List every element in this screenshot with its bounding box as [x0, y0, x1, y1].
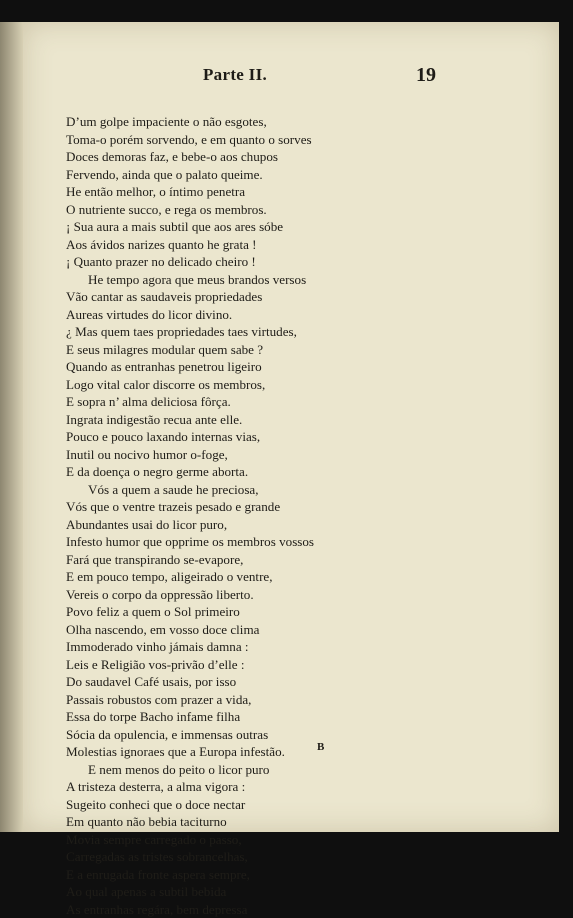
verse-line: He tempo agora que meus brandos versos	[66, 271, 366, 289]
verse-line: Sugeito conheci que o doce nectar	[66, 796, 366, 814]
verse-line: Immoderado vinho jámais damna :	[66, 638, 366, 656]
verse-line: Molestias ignoraes que a Europa infestão.	[66, 743, 366, 761]
verse-line: Vão cantar as saudaveis propriedades	[66, 288, 366, 306]
verse-line: As entranhas regára, bem depressa	[66, 901, 366, 918]
verse-line: Doces demoras faz, e bebe-o aos chupos	[66, 148, 366, 166]
verse-line: ¡ Sua aura a mais subtil que aos ares sóbe	[66, 218, 366, 236]
poem-text	[66, 113, 366, 918]
verse-line: Quando as entranhas penetrou ligeiro	[66, 358, 366, 376]
verse-line: ¡ Quanto prazer no delicado cheiro !	[66, 253, 366, 271]
verse-line: Povo feliz a quem o Sol primeiro	[66, 603, 366, 621]
verse-line: E em pouco tempo, aligeirado o ventre,	[66, 568, 366, 586]
running-title: Parte II.	[203, 65, 267, 85]
verse-line: Do saudavel Café usais, por isso	[66, 673, 366, 691]
verse-line: E da doença o negro germe aborta.	[66, 463, 366, 481]
verse-line: ¿ Mas quem taes propriedades taes virtudes,	[66, 323, 366, 341]
signature-mark: B	[317, 741, 324, 753]
verse-line: Ingrata indigestão recua ante elle.	[66, 411, 366, 429]
verse-line: O nutriente succo, e rega os membros.	[66, 201, 366, 219]
verse-line: Passais robustos com prazer a vida,	[66, 691, 366, 709]
verse-line: Carregadas as tristes sobrancelhas,	[66, 848, 366, 866]
verse-line: E sopra n’ alma deliciosa fôrça.	[66, 393, 366, 411]
verse-line: Ao qual apenas a subtil bebida	[66, 883, 366, 901]
verse-line: Infesto humor que opprime os membros vossos	[66, 533, 366, 551]
verse-line: He então melhor, o íntimo penetra	[66, 183, 366, 201]
verse-line: E a enrugada fronte aspera sempre,	[66, 866, 366, 884]
verse-line: Sócia da opulencia, e immensas outras	[66, 726, 366, 744]
verse-line: Movia sempre carregado o passo,	[66, 831, 366, 849]
verse-line: Fervendo, ainda que o palato queime.	[66, 166, 366, 184]
verse-line: Toma-o porém sorvendo, e em quanto o sorves	[66, 131, 366, 149]
verse-line: Essa do torpe Bacho infame filha	[66, 708, 366, 726]
verse-line: Pouco e pouco laxando internas vias,	[66, 428, 366, 446]
verse-line: Vós que o ventre trazeis pesado e grande	[66, 498, 366, 516]
verse-line: Logo vital calor discorre os membros,	[66, 376, 366, 394]
verse-line: Vereis o corpo da oppressão liberto.	[66, 586, 366, 604]
verse-line: Leis e Religião vos-privão d’elle :	[66, 656, 366, 674]
verse-line: Vós a quem a saude he preciosa,	[66, 481, 366, 499]
verse-line: Em quanto não bebia taciturno	[66, 813, 366, 831]
verse-line: A tristeza desterra, a alma vigora :	[66, 778, 366, 796]
verse-line: E nem menos do peito o licor puro	[66, 761, 366, 779]
page-number: 19	[416, 64, 436, 87]
verse-line: Inutil ou nocivo humor o-foge,	[66, 446, 366, 464]
book-spine	[0, 22, 23, 832]
verse-line: Aureas virtudes do licor divino.	[66, 306, 366, 324]
verse-line: E seus milagres modular quem sabe ?	[66, 341, 366, 359]
verse-line: Aos ávidos narizes quanto he grata !	[66, 236, 366, 254]
verse-line: Abundantes usai do licor puro,	[66, 516, 366, 534]
verse-line: D’um golpe impaciente o não esgotes,	[66, 113, 366, 131]
verse-line: Fará que transpirando se-evapore,	[66, 551, 366, 569]
verse-line: Olha nascendo, em vosso doce clima	[66, 621, 366, 639]
page-header	[0, 65, 573, 95]
